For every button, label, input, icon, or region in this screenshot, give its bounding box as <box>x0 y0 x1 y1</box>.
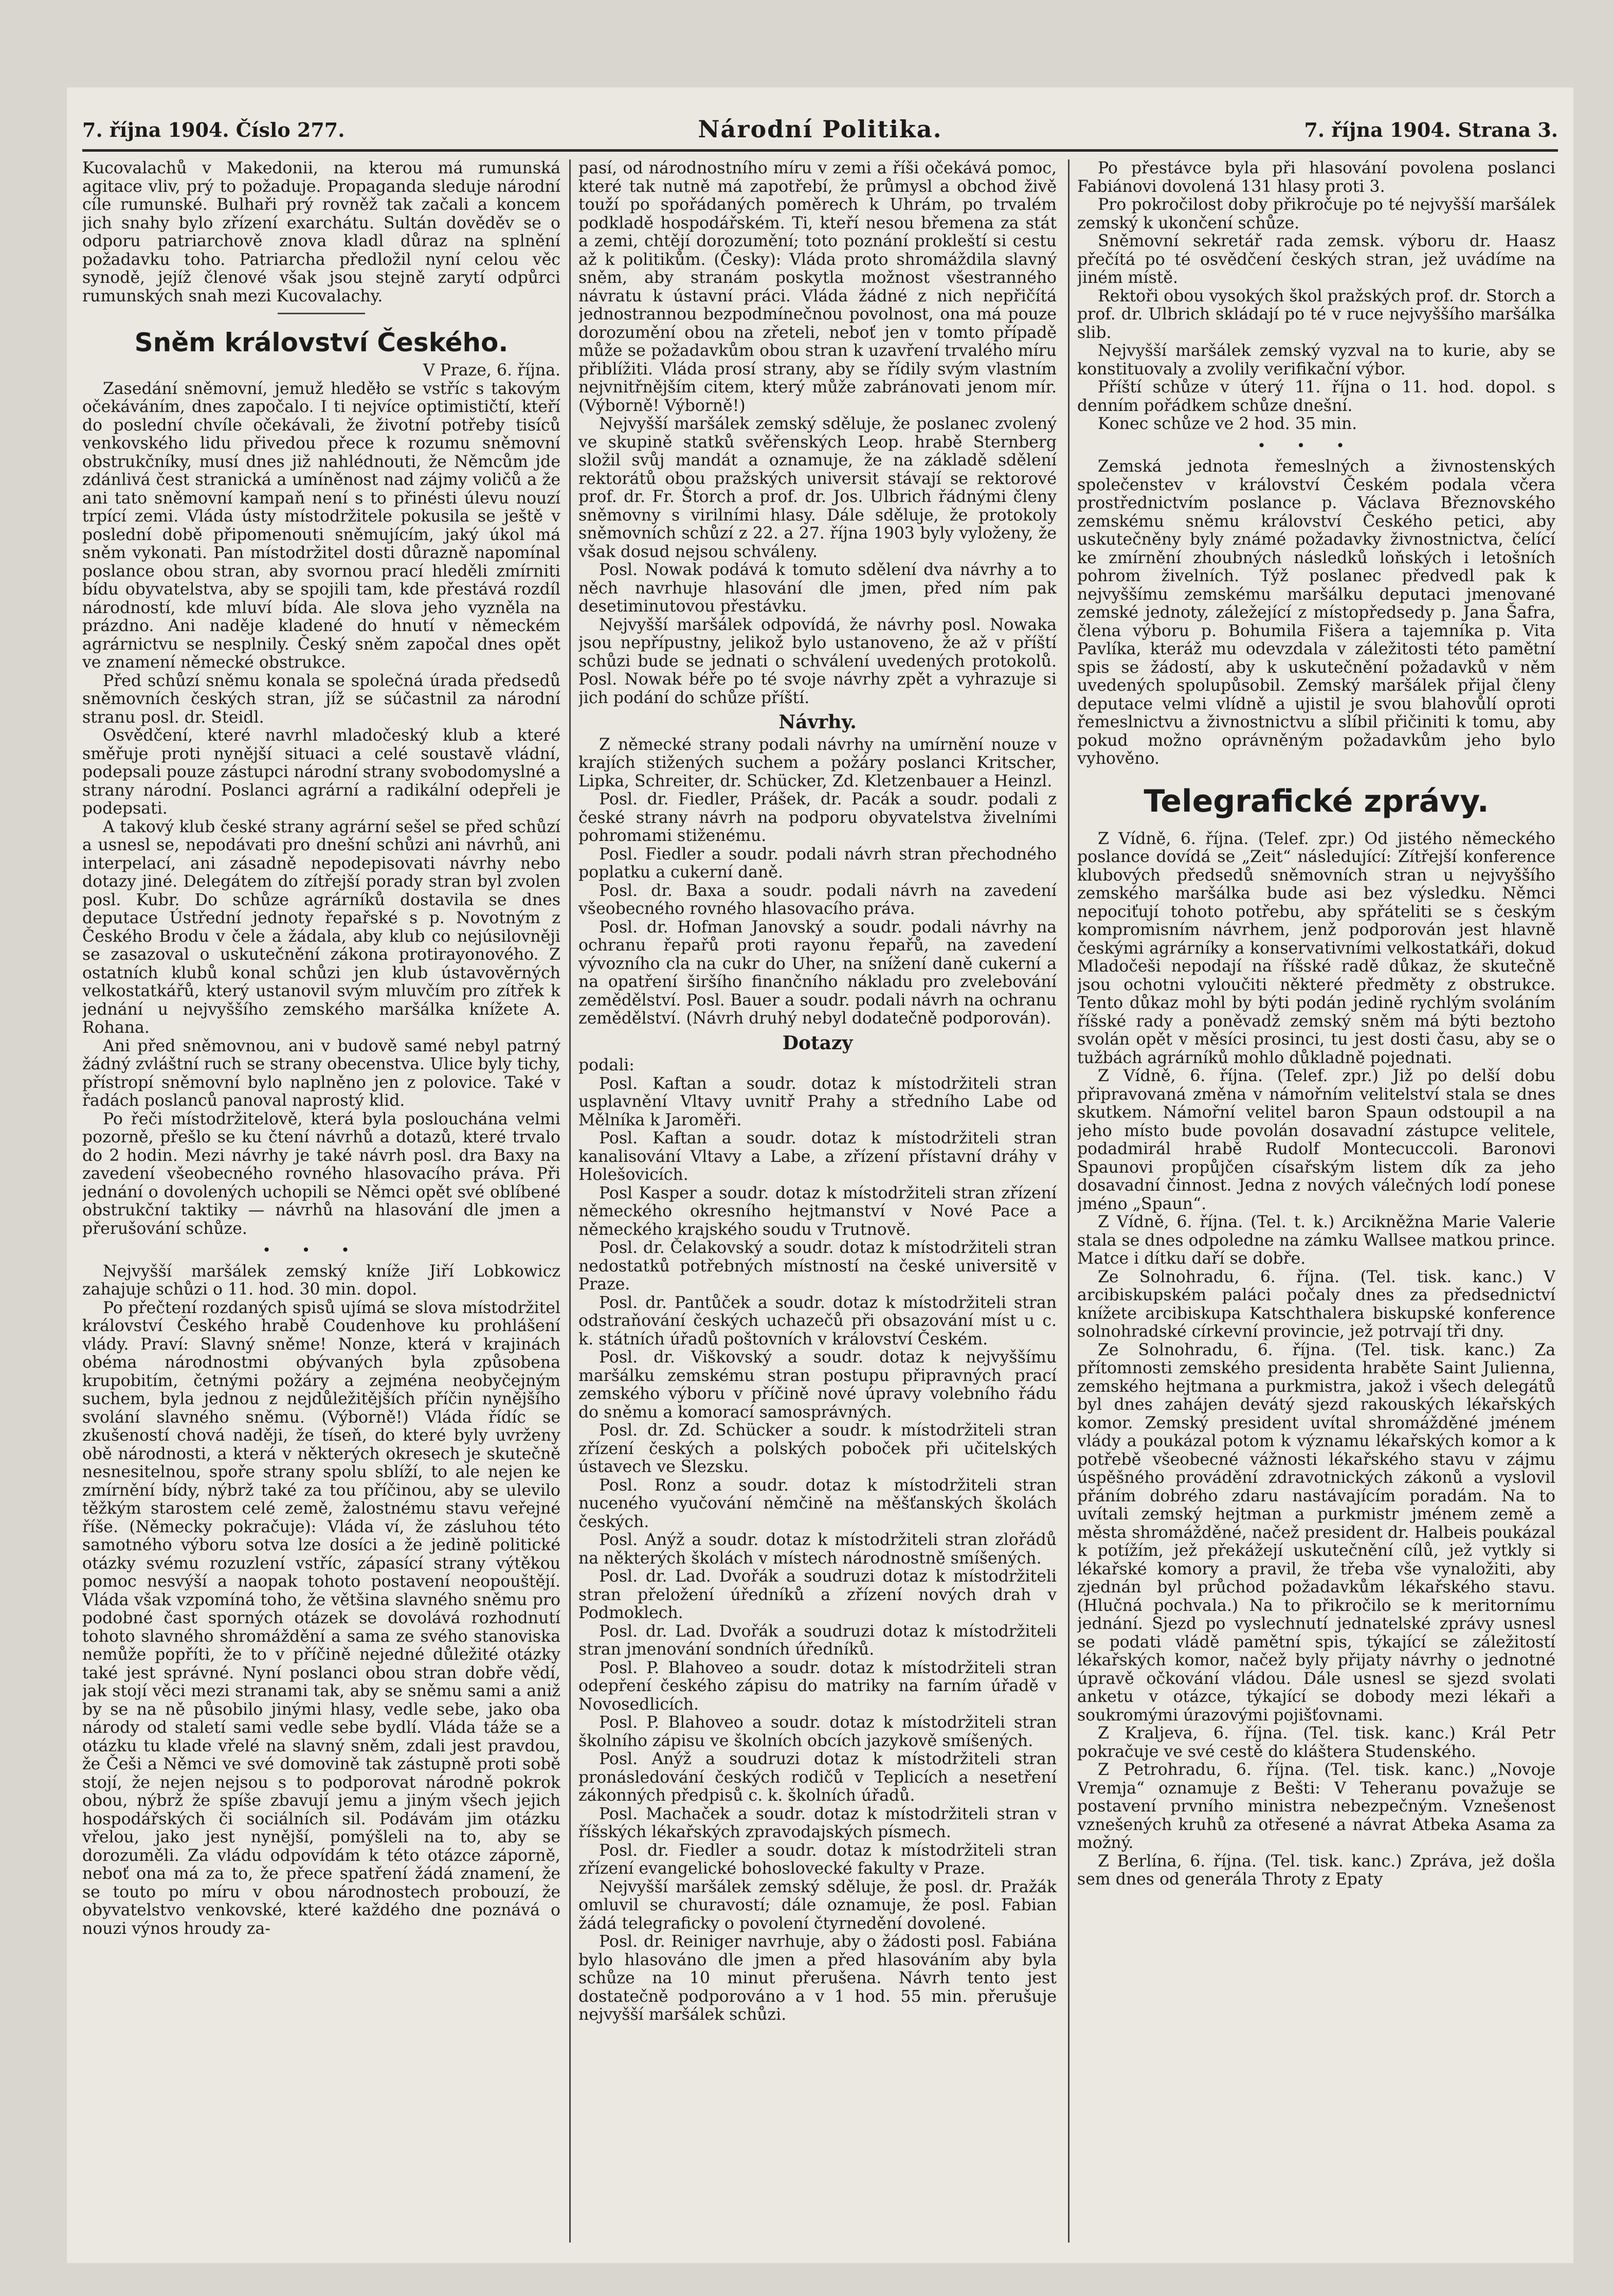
telegram-item: Z Vídně, 6. října. (Telef. zpr.) Již po delší dobu připravovaná změna v námořním velitelství stala se dnes skutkem. Námořní velitel baron Spaun odstoupil a na jeho místo bude povolán dosavadní zástupce velitele, podadmirál hrabě Rudolf Montecuccoli. Baronovi Spaunovi propůjčen císařským listem dík za jeho dosavadní činnost. Jedna z nových válečných lodí ponese jméno „Spaun“. <box>1077 1067 1555 1213</box>
paragraph: Posl. dr. Viškovský a soudr. dotaz k nejvyššímu maršálku zemskému stran postupu připravných prací zemského výboru v příčině nové úpravy volebního řádu do sněmu a komorací samosprávných. <box>578 1348 1057 1422</box>
paragraph: Pro pokročilost doby přikročuje po té nejvyšší maršálek zemský k ukončení schůze. <box>1077 195 1555 232</box>
section-heading: Návrhy. <box>778 711 857 733</box>
paragraph: Posl. P. Blahoveo a soudr. dotaz k místodržiteli stran školního zápisu ve školních obcích jazykově smíšených. <box>578 1713 1057 1750</box>
paragraph: Zemská jednota řemeslných a živnostenských společenstev v království Českém podala včera prostřednictvím poslance p. Václava Březnovského zemskému sněmu království Českého petici, aby uskutečněny byly známé požadavky živnostnictva, čelící ke zmírnění zhoubných následků loňských i letošních pohrom živelních. Týž poslanec předvedl pak k nejvyššímu zemskému maršálku deputaci jmenované zemské jednoty, záležející z místopředsedy p. Jana Šafra, člena výboru p. Bohumila Fišera a tajemníka p. Vita Pavlíka, kteráž mu odevzdala v záležitosti této pamětní spis se žádostí, aby k uskutečnění požadavků v něm uvedených spolupůsobil. Zemský maršálek přijal členy deputace velmi vlídně a ujistil je svou blahovůlí oproti řemeslnictvu a živnostnictvu a slíbil přičiniti k tomu, aby pokud možno oprávněným požadavkům jeho bylo vyhověno. <box>1077 457 1555 768</box>
header-issue-date: 7. října 1904. Číslo 277. <box>82 118 345 141</box>
paragraph: Posl. Kaftan a soudr. dotaz k místodržiteli stran usplavnění Vltavy uvnitř Prahy a středního Labe od Mělníka k Jaroměři. <box>578 1074 1057 1129</box>
header-page-number: 7. října 1904. Strana 3. <box>1304 118 1558 141</box>
paragraph: Posl. dr. Zd. Schücker a soudr. k místodržiteli stran zřízení českých a polských poboček při učitelských ústavech ve Slezsku. <box>578 1421 1057 1476</box>
section-separator <box>278 313 365 314</box>
paragraph: Posl. dr. Fiedler, Prášek, dr. Pacák a soudr. podali z české strany návrh na podporu obyvatelstva živelními pohromami stiženému. <box>578 790 1057 845</box>
section-dots: ••• <box>262 1242 380 1259</box>
paragraph: Sněmovní sekretář rada zemsk. výboru dr. Haasz přečítá po té osvědčení českých stran, jež uvádíme na jiném místě. <box>1077 232 1555 287</box>
masthead-title: Národní Politika. <box>698 115 943 143</box>
telegram-item: Ze Solnohradu, 6. října. (Tel. tisk. kanc.) Za přítomnosti zemského presidenta hraběte Saint Julienna, zemského hejtmana a purkmistra, jakož i všech delegátů byl dnes zahájen devátý sjezd rakouských lékařských komor. Zemský president uvítal shromážděné jménem vlády a poukázal potom k významu lékařských komor a k potřebě všeobecné vážnosti lékařského stavu v zájmu úspěšného provádění zdravotnických zákonů a vyslovil přáním dobrého zdaru nastávajícím poradám. Na to uvítali zemský hejtman a purkmistr jménem země a města shromážděné, načež president dr. Halbeis poukázal k potížím, jež překážejí uskutečnění cílů, jež vytkly si lékařské komory a pravil, že třeba vše vynaložiti, aby zjednán byl průchod požadavkům lékařského stavu. (Hlučná pochvala.) Na to přikročilo se k meritornímu jednání. Sjezd po vyslechnutí jednatelské zprávy usnesl se podati vládě pamětní spis, týkající se záležitostí lékařských komor, načež byly přijaty návrhy o jednotné úpravě očkování vládou. Dále usnesl se sjezd svolati anketu v otázce, týkající se dobody mezi lékaři a soukromými úrazovými pojišťovnami. <box>1077 1340 1555 1725</box>
paragraph: Posl. Fiedler a soudr. podali návrh stran přechodného poplatku a cukerní daně. <box>578 845 1057 882</box>
telegram-item: Z Kraljeva, 6. října. (Tel. tisk. kanc.) Král Petr pokračuje ve své cestě do kláštera Studenského. <box>1077 1724 1555 1761</box>
paragraph: Po řeči místodržitelově, která byla poslouchána velmi pozorně, přešlo se ku čtení návrhů a dotazů, které trvalo do 2 hodin. Mezi návrhy je také návrh posl. dra Baxy na zavedení všeobecného rovného hlasovacího práva. Při jednání o dovolených uchopili se Němci opět své oblíbené obstrukční taktiky — návrhů na hlasování dle jmen a přerušování schůze. <box>82 1109 560 1238</box>
paragraph: Zasedání sněmovní, jemuž hleděło se vstříc s takovým očekáváním, dnes započalo. I ti nejvíce optimističtí, kteří do poslední chvíle očekávali, že životní potřeby tisíců venkovského lidu přivedou přece k rozumu sněmovní obstrukčníky, musí dnes již nahlédnouti, že Němcům jde zdánlivá čest stranická a umíněnost nad zájmy voličů a že ani tato sněmovní kampaň není s to přinésti úlevu nouzí trpící zemi. Vláda ústy místodržitele pokusila se ještě v poslední době připomenouti sněmujícím, jaký úkol má sněm vykonati. Pan místodržitel dosti důrazně napomínal poslance obou stran, aby svornou prací hleděli zmírniti bídu obyvatelstva, aby se spojili tam, kde přestává rozdíl národností, kde mluví bída. Ale slova jeho vyzněla na prázdno. Ani naděje kladené do hnutí v německém agrárnictvu se nesplnily. Český sněm započal dnes opět ve znamení německé obstrukce. <box>82 379 560 672</box>
column-2 <box>578 159 1057 2248</box>
telegram-item: Z Petrohradu, 6. října. (Tel. tisk. kanc.) „Novoje Vremja“ oznamuje z Bešti: V Teheranu považuje se postavení prvního ministra nebezpečným. Vznešenost vznešených kruhů za otřesené a návrat Atbeka Asama za možný. <box>1077 1761 1555 1852</box>
paragraph: Posl. dr. Fiedler a soudr. dotaz k místodržiteli stran zřízení evangelické bohoslovecké fakulty v Praze. <box>578 1841 1057 1878</box>
paragraph: Po přestávce byla při hlasování povolena poslanci Fabiánovi dovolená 131 hlasy proti 3. <box>1077 159 1555 196</box>
paragraph: A takový klub české strany agrární sešel se před schůzí a usnesl se, nepodávati pro dnešní schůzi ani návrhů, ani interpelací, ani zásadně nepodepisovati návrhy nebo dotazy jiné. Delegátem do zítřejší porady stran byl zvolen posl. Kubr. Do schůze agrárníků dostavila se dnes deputace Ústřední jednoty řepařské s p. Novotným z Českého Brodu v čele a žádala, aby klub co nejúsilovněji se zasazoval o uskutečnění zákona protirayonového. Z ostatních klubů konal schůzi jen klub ústavověrných velkostatkářů, který ustanovil svým mluvčím pro zítřek k jednání u nejvyššího zemského maršálka knížete A. Rohana. <box>82 817 560 1037</box>
telegram-item: Z Vídně, 6. října. (Telef. zpr.) Od jistého německého poslance dovídá se „Zeit“ následující: Zítřejší konference klubových předsedů sněmovních stran u nejvyššího zemského maršálka bude asi bez výsledku. Němci nepociťují tohoto potřebu, aby spřáteliti se s českým kompromisním návrhem, jenž podporován jest hlavně českými agrárníky a konservativními velkostatkáři, dokud Mladočeši nepodají na říšské radě důkaz, že skutečně jsou ochotni vyloučiti některé předměty z obstrukce. Tento důkaz mohl by býti podán jedině rychlým svoláním říšské rady a poněvadž zemský sněm má býti beztoho svolán opět v měsíci prosinci, tu jest dosti času, aby se o tužbách agrárníků mohlo důkladně pojednati. <box>1077 829 1555 1067</box>
telegram-item: Ze Solnohradu, 6. října. (Tel. tisk. kanc.) V arcibiskupském paláci počaly dnes za předsednictví knížete arcibiskupa Katschthalera biskupské konference solnohradské církevní provincie, jež potrvají tři dny. <box>1077 1267 1555 1341</box>
paragraph: Posl. dr. Hofman Janovský a soudr. podali návrhy na ochranu řepařů proti rayonu řepařů, na zavedení vývozního cla na cukr do Uher, na snížení daně cukerní a na opatření širšího finančního nákladu pro zvelebování zemědělství. Posl. Bauer a soudr. podali návrh na ochranu zemědělství. (Návrh druhý nebyl dodatečně podporován). <box>578 918 1057 1028</box>
paragraph: Posl. Nowak podává k tomuto sdělení dva návrhy a to něch navrhuje hlasování dle jmen, před ním pak desetiminutovou přestávku. <box>578 561 1057 616</box>
telegram-item: Z Berlína, 6. října. (Tel. tisk. kanc.) Zpráva, jež došla sem dnes od generála Throty z Epaty <box>1077 1852 1555 1889</box>
paragraph: Posl. Ronz a soudr. dotaz k místodržiteli stran nuceného vyučování němčině na měšťanských školách českých. <box>578 1476 1057 1531</box>
article-continuation: Kucovalachů v Makedonii, na kterou má rumunská agitace vliv, prý to požaduje. Propaganda sleduje národní cíle rumunské. Bulhaři prý rovněž tak začali a koncem jich snahy bylo zřízení exarchátu. Sultán dověděv se o odporu patriarchově znova kladl důraz na splnění požadavku toho. Patriarcha předložil nyní celou věc synodě, jejíž členové však jsou stejně zarytí odpůrci rumunských snah mezi Kucovalachy. <box>82 159 560 306</box>
paragraph: podali: <box>578 1056 635 1074</box>
article-headline: Sněm království Českého. <box>134 328 509 357</box>
paragraph: Příští schůze v úterý 11. října o 11. hod. dopol. s denním pořádkem schůze dnešní. <box>1077 378 1555 415</box>
column-divider <box>1068 159 1070 2243</box>
column-divider <box>569 159 571 2243</box>
column-1 <box>82 159 560 2248</box>
paragraph: Posl. dr. Lad. Dvořák a soudruzi dotaz k místodržiteli stran jmenování sondních úředníků. <box>578 1622 1057 1659</box>
column-3 <box>1077 159 1555 2248</box>
paragraph: Posl. Kaftan a soudr. dotaz k místodržiteli stran kanalisování Vltavy a Labe, a zřízení přístavní dráhy v Holešovicích. <box>578 1129 1057 1184</box>
paragraph: Posl. Anýž a soudruzi dotaz k místodržiteli stran pronásledování českých rodičů v Teplicích a nesetření zákonných předpisů c. k. školních úřadů. <box>578 1750 1057 1805</box>
paragraph: Nejvyšší maršálek zemský vyzval na to kurie, aby se konstituovaly a zvolily verifikační výbor. <box>1077 342 1555 379</box>
paragraph: pasí, od národnostního míru v zemi a říši očekává pomoc, které tak nutně má zapotřebí, že průmysl a obchod živě touží po spořádaných poměrech k Uhrám, po trvalém podkladě hospodářském. Ti, kteří nesou břemena za stát a zemi, chtějí dorozumění; toto poznání prokleští si cestu až k politikům. (Česky): Vláda proto shromáždila slavný sněm, aby stranám poskytla možnost všestranného návratu k ústavní práci. Vláda žádné z nich nepřičítá jednostrannou bezpodmínečnou povolnost, ona má pouze dorozumění obou na zřeteli, neboť jen v tomto případě může se požadavkům obou stran k uzavření trvalého míru přiblížiti. Vláda prosí strany, aby se řídily svým vlastním nejvnitřnějším citem, který může zabránovati jenom mír. (Výborně! Výborně!) <box>578 159 1057 415</box>
telegram-item: Z Vídně, 6. října. (Tel. t. k.) Arcikněžna Marie Valerie stala se dnes odpoledne na zámku Wallsee matkou prince. Matce i dítku daří se dobře. <box>1077 1213 1555 1268</box>
paragraph: Nejvyšší maršálek odpovídá, že návrhy posl. Nowaka jsou nepřípustny, jelikož bylo ustanoveno, že až v příští schůzi bude se jednati o schválení uvedených protokolů. Posl. Nowak béře po té svoje návrhy zpět a vyhrazuje si jich podání do schůze příští. <box>578 615 1057 707</box>
newspaper-page <box>67 87 1573 2263</box>
paragraph: Rektoři obou vysokých škol pražských prof. dr. Storch a prof. dr. Ulbrich skládají po té v ruce nejvyššího maršálka slib. <box>1077 286 1555 342</box>
paragraph: Ani před sněmovnou, ani v budově samé nebyl patrný žádný zvláštní ruch se strany obecenstva. Ulice byly tichy, přístropí sněmovní bylo naplněno jen z polovice. Také v řadách poslanců panoval naprostý klid. <box>82 1036 560 1110</box>
paragraph: Nejvyšší maršálek zemský kníže Jiří Lobkowicz zahajuje schůzi o 11. hod. 30 min. dopol. <box>82 1262 560 1299</box>
section-heading: Dotazy <box>782 1032 853 1054</box>
article-dateline: V Praze, 6. října. <box>423 361 560 380</box>
paragraph: Před schůzí sněmu konala se společná úrada předsedů sněmovních českých stran, jíž se súčastnil za národní stranu posl. dr. Steidl. <box>82 671 560 727</box>
paragraph: Nejvyšší maršálek zemský sděluje, že posl. dr. Pražák omluvil se churavostí; dále oznamuje, že posl. Fabian žádá telegraficky o povolení čtyrnedění dovolené. <box>578 1877 1057 1933</box>
paragraph: Posl. dr. Reiniger navrhuje, aby o žádosti posl. Fabiána bylo hlasováno dle jmen a před hlasováním aby byla schůze na 10 minut přerušena. Návrh tento jest dostatečně podporováno a v 1 hod. 55 min. přerušuje nejvyšší maršálek schůzi. <box>578 1932 1057 2024</box>
paragraph: Z německé strany podali návrhy na umírnění nouze v krajích stižených suchem a požáry poslanci Kritscher, Lipka, Schreiter, dr. Schücker, Zd. Kletzenbauer a Heinzl. <box>578 735 1057 791</box>
paragraph: Osvědčení, které navrhl mladočeský klub a které směřuje proti nynější situaci a celé soustavě vládní, podepsali pouze zástupci národní strany svobodomyslné a strany národní. Poslanci agrární a radikální odepřeli je podepsati. <box>82 726 560 818</box>
section-dots: ••• <box>1257 437 1375 454</box>
paragraph: Posl. dr. Lad. Dvořák a soudruzi dotaz k místodržiteli stran přeložení úředníků a zřízení nových drah v Podmoklech. <box>578 1567 1057 1622</box>
paragraph: Posl. Anýž a soudr. dotaz k místodržiteli stran zlořádů na některých školách v místech národnostně smíšených. <box>578 1531 1057 1568</box>
page-header <box>82 108 1558 152</box>
paragraph: Posl. Machaček a soudr. dotaz k místodržiteli stran v říšských lékařských zpravodajských písmech. <box>578 1804 1057 1841</box>
paragraph: Posl. dr. Baxa a soudr. podali návrh na zavedení všeobecného rovného hlasovacího práva. <box>578 881 1057 918</box>
paragraph: Konec schůze ve 2 hod. 35 min. <box>1098 415 1357 433</box>
paragraph: Posl. dr. Pantůček a soudr. dotaz k místodržiteli stran odstraňování českých uchazečů při obsazování míst u c. k. státních úřadů poštovních v království Českém. <box>578 1293 1057 1349</box>
paragraph: Posl. dr. Čelakovský a soudr. dotaz k místodržiteli stran nedostatků potřebných místností na české universitě v Praze. <box>578 1239 1057 1294</box>
paragraph: Nejvyšší maršálek zemský sděluje, že poslanec zvolený ve skupině statků svěřenských Leop. hrabě Sternberg složil svůj mandát a oznamuje, že na základě sdělení rektorátů obou pražských universit stávají se rektorové prof. dr. Fr. Štorch a prof. dr. Jos. Ulbrich řádnými členy sněmovny s virilními hlasy. Dále sděluje, že protokoly sněmovních schůzí z 22. a 27. října 1903 byly vyloženy, že však dosud nejsou schváleny. <box>578 415 1057 561</box>
paragraph: Po přečtení rozdaných spisů ujímá se slova místodržitel království Českého hrabě Coudenhove ku prohlášení vlády. Praví: Slavný sněme! Nonze, která v krajinách obéma národnostmi obývaných byla způsobena krupobitím, četnými požáry a zejména neobyčejným suchem, byla jednou z nejdůležitějších příčin nynějšího svolání slavného sněmu. (Výborně!) Vláda řídíc se zkušeností chová naději, že tíseň, do které byly uvrženy obě národnosti, a která v některých okresech je skutečně nesnesitelnou, spoře strany spolu sblíží, to ale nejen ke zmírnění bídy, nýbrž také za tou příčinou, aby se ulevilo těžkým starostem celé země, žalostnému stavu veřejné říše. (Německy pokračuje): Vláda ví, že zásluhou této samotného výboru sotva lze dosíci a že jedině politické otázky svému rozuzlení vstříc, zápasící strany výtěkou pomoc nesvýší a naopak tohoto postavení neopouštějí. Vláda však vzpomíná toho, že většina slavného sněmu pro podobné čast sporných otázek se dovolává rozhodnutí tohoto slavného shromáždění a sama ze svého stanoviska nemůže popříti, že to v příčině nejedné důležité otázky také jest správné. Nyní poslanci obou stran dobře vědí, jak stojí věci mezi stranami tak, aby se sněmu sami a aniž by se na ně působilo jinými hlasy, vedle sebe, jako oba národy od staletí sami vedle sebe bydlí. Vláda táže se a otázku tu klade vřelé na slavný sněm, zdali jest pravdou, že Češi a Němci ve své domovině tak zástupně proti sobě stojí, že nejen nejsou s to podporovat národně pokrok obou, nýbrž že spíše zbavují jemu a jiným všech jejich hospodářských či sociálních sil. Podávám jim otázku vřelou, jako jest nynější, pomýšleli na to, aby se dorozuměli. Za vládu odpovídám k této otázce záporně, neboť ona má za to, že přece spatření žádá znamení, že se touto po míru v obou národnostech probouzí, že obyvatelstvo venkovské, které každého dne poznává o nouzi výnos hroudy za- <box>82 1298 560 1938</box>
paragraph: Posl Kasper a soudr. dotaz k místodržiteli stran zřízení německého okresního hejtmanství v Nové Pace a německého krajského soudu v Trutnově. <box>578 1183 1057 1239</box>
paragraph: Posl. P. Blahoveo a soudr. dotaz k místodržiteli stran odepření českého zápisu do matriky na farním úřadě v Novosedlicích. <box>578 1658 1057 1714</box>
section-headline: Telegrafické zprávy. <box>1144 783 1489 819</box>
